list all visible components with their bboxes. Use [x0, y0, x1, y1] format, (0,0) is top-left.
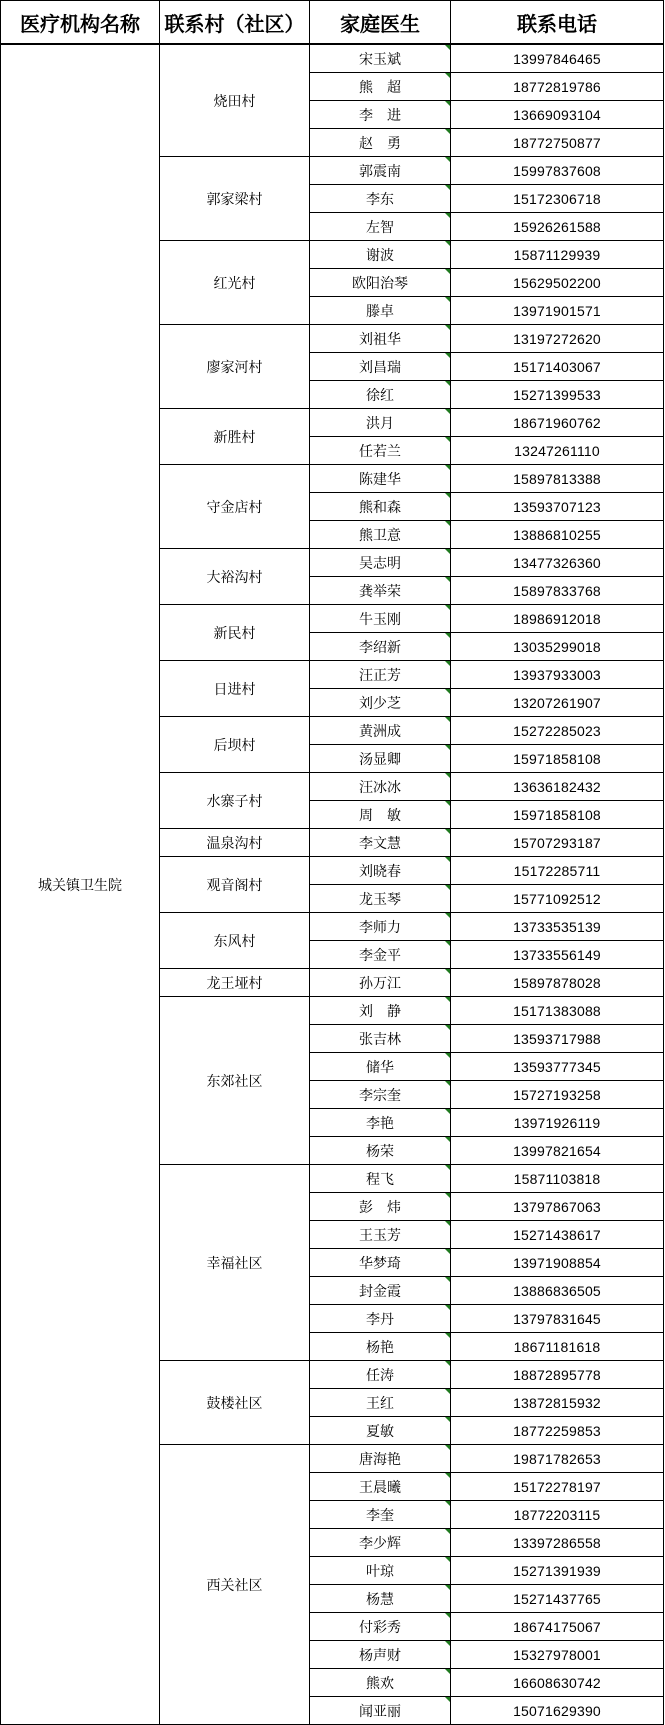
doctor-name-cell[interactable]: 孙万江 — [310, 969, 451, 997]
phone-cell[interactable]: 13971901571 — [451, 297, 664, 325]
phone-cell[interactable]: 15271399533 — [451, 381, 664, 409]
doctor-name-cell[interactable]: 李丹 — [310, 1305, 451, 1333]
phone-cell[interactable]: 18772750877 — [451, 129, 664, 157]
village-cell[interactable]: 龙王垭村 — [160, 969, 310, 997]
doctor-name-cell[interactable]: 赵 勇 — [310, 129, 451, 157]
doctor-name-cell[interactable]: 周 敏 — [310, 801, 451, 829]
header-doctor[interactable]: 家庭医生 — [310, 1, 451, 45]
village-cell[interactable]: 西关社区 — [160, 1445, 310, 1725]
doctor-name-cell[interactable]: 李绍新 — [310, 633, 451, 661]
village-cell[interactable]: 守金店村 — [160, 465, 310, 549]
doctor-name-cell[interactable]: 杨艳 — [310, 1333, 451, 1361]
doctor-name-cell[interactable]: 华梦琦 — [310, 1249, 451, 1277]
phone-cell[interactable]: 18674175067 — [451, 1613, 664, 1641]
phone-cell[interactable]: 13477326360 — [451, 549, 664, 577]
doctor-name-cell[interactable]: 王晨曦 — [310, 1473, 451, 1501]
doctor-name-cell[interactable]: 熊欢 — [310, 1669, 451, 1697]
phone-cell[interactable]: 15172285711 — [451, 857, 664, 885]
doctor-name-cell[interactable]: 宋玉斌 — [310, 44, 451, 73]
doctor-name-cell[interactable]: 王玉芳 — [310, 1221, 451, 1249]
village-cell[interactable]: 大裕沟村 — [160, 549, 310, 605]
doctor-name-cell[interactable]: 杨荣 — [310, 1137, 451, 1165]
doctor-name-cell[interactable]: 滕卓 — [310, 297, 451, 325]
doctor-name-cell[interactable]: 谢波 — [310, 241, 451, 269]
phone-cell[interactable]: 15171403067 — [451, 353, 664, 381]
doctor-name-cell[interactable]: 储华 — [310, 1053, 451, 1081]
village-cell[interactable]: 水寨子村 — [160, 773, 310, 829]
phone-cell[interactable]: 13397286558 — [451, 1529, 664, 1557]
phone-cell[interactable]: 15629502200 — [451, 269, 664, 297]
phone-cell[interactable]: 15272285023 — [451, 717, 664, 745]
doctor-name-cell[interactable]: 李奎 — [310, 1501, 451, 1529]
header-phone[interactable]: 联系电话 — [451, 1, 664, 45]
doctor-name-cell[interactable]: 黄洲成 — [310, 717, 451, 745]
phone-cell[interactable]: 18772203115 — [451, 1501, 664, 1529]
doctor-name-cell[interactable]: 杨声财 — [310, 1641, 451, 1669]
table-body — [1, 44, 664, 1725]
phone-cell[interactable]: 15071629390 — [451, 1697, 664, 1725]
village-cell[interactable]: 幸福社区 — [160, 1165, 310, 1361]
phone-cell[interactable]: 19871782653 — [451, 1445, 664, 1473]
phone-cell[interactable]: 15997837608 — [451, 157, 664, 185]
doctor-name-cell[interactable]: 任涛 — [310, 1361, 451, 1389]
phone-cell[interactable]: 13997846465 — [451, 44, 664, 73]
phone-cell[interactable]: 15926261588 — [451, 213, 664, 241]
doctor-name-cell[interactable]: 夏敏 — [310, 1417, 451, 1445]
phone-cell[interactable]: 15271438617 — [451, 1221, 664, 1249]
phone-cell[interactable]: 13872815932 — [451, 1389, 664, 1417]
doctor-name-cell[interactable]: 李宗奎 — [310, 1081, 451, 1109]
phone-cell[interactable]: 15971858108 — [451, 801, 664, 829]
doctor-name-cell[interactable]: 彭 炜 — [310, 1193, 451, 1221]
phone-cell[interactable]: 18772259853 — [451, 1417, 664, 1445]
phone-cell[interactable]: 15771092512 — [451, 885, 664, 913]
phone-cell[interactable]: 13971926119 — [451, 1109, 664, 1137]
phone-cell[interactable]: 13797831645 — [451, 1305, 664, 1333]
phone-cell[interactable]: 15327978001 — [451, 1641, 664, 1669]
doctor-name-cell[interactable]: 陈建华 — [310, 465, 451, 493]
doctor-name-cell[interactable]: 刘祖华 — [310, 325, 451, 353]
doctor-name-cell[interactable]: 唐海艳 — [310, 1445, 451, 1473]
doctor-name-cell[interactable]: 李少辉 — [310, 1529, 451, 1557]
phone-cell[interactable]: 15171383088 — [451, 997, 664, 1025]
phone-cell[interactable]: 13733535139 — [451, 913, 664, 941]
phone-cell[interactable]: 13937933003 — [451, 661, 664, 689]
doctor-name-cell[interactable]: 郭震南 — [310, 157, 451, 185]
phone-cell[interactable]: 18872895778 — [451, 1361, 664, 1389]
phone-cell[interactable]: 13669093104 — [451, 101, 664, 129]
doctor-name-cell[interactable]: 闻亚丽 — [310, 1697, 451, 1725]
doctor-name-cell[interactable]: 徐红 — [310, 381, 451, 409]
village-cell[interactable]: 东郊社区 — [160, 997, 310, 1165]
phone-cell[interactable]: 13886836505 — [451, 1277, 664, 1305]
doctor-name-cell[interactable]: 刘晓春 — [310, 857, 451, 885]
doctor-name-cell[interactable]: 李 进 — [310, 101, 451, 129]
village-cell[interactable]: 温泉沟村 — [160, 829, 310, 857]
phone-cell[interactable]: 13593777345 — [451, 1053, 664, 1081]
doctor-name-cell[interactable]: 李东 — [310, 185, 451, 213]
village-cell[interactable]: 观音阁村 — [160, 857, 310, 913]
doctor-name-cell[interactable]: 任若兰 — [310, 437, 451, 465]
phone-cell[interactable]: 13733556149 — [451, 941, 664, 969]
phone-cell[interactable]: 13207261907 — [451, 689, 664, 717]
doctor-name-cell[interactable]: 杨慧 — [310, 1585, 451, 1613]
phone-cell[interactable]: 18671960762 — [451, 409, 664, 437]
village-cell[interactable]: 红光村 — [160, 241, 310, 325]
doctor-name-cell[interactable]: 牛玉刚 — [310, 605, 451, 633]
doctor-name-cell[interactable]: 封金霞 — [310, 1277, 451, 1305]
phone-cell[interactable]: 15172278197 — [451, 1473, 664, 1501]
doctor-name-cell[interactable]: 左智 — [310, 213, 451, 241]
doctor-name-cell[interactable]: 汤显卿 — [310, 745, 451, 773]
phone-cell[interactable]: 18986912018 — [451, 605, 664, 633]
doctor-name-cell[interactable]: 汪冰冰 — [310, 773, 451, 801]
doctor-name-cell[interactable]: 熊 超 — [310, 73, 451, 101]
doctor-name-cell[interactable]: 欧阳治琴 — [310, 269, 451, 297]
doctor-name-cell[interactable]: 李艳 — [310, 1109, 451, 1137]
phone-cell[interactable]: 15897833768 — [451, 577, 664, 605]
phone-cell[interactable]: 15172306718 — [451, 185, 664, 213]
phone-cell[interactable]: 13997821654 — [451, 1137, 664, 1165]
doctor-name-cell[interactable]: 龙玉琴 — [310, 885, 451, 913]
phone-cell[interactable]: 13797867063 — [451, 1193, 664, 1221]
doctor-name-cell[interactable]: 叶琼 — [310, 1557, 451, 1585]
phone-cell[interactable]: 15271391939 — [451, 1557, 664, 1585]
doctor-name-cell[interactable]: 熊和森 — [310, 493, 451, 521]
phone-cell[interactable]: 13886810255 — [451, 521, 664, 549]
phone-cell[interactable]: 13593717988 — [451, 1025, 664, 1053]
phone-cell[interactable]: 15727193258 — [451, 1081, 664, 1109]
village-cell[interactable]: 烧田村 — [160, 44, 310, 157]
phone-cell[interactable]: 15871129939 — [451, 241, 664, 269]
phone-cell[interactable]: 15271437765 — [451, 1585, 664, 1613]
doctor-name-cell[interactable]: 刘少芝 — [310, 689, 451, 717]
doctor-name-cell[interactable]: 李师力 — [310, 913, 451, 941]
phone-cell[interactable]: 15707293187 — [451, 829, 664, 857]
doctor-name-cell[interactable]: 李文慧 — [310, 829, 451, 857]
phone-cell[interactable]: 13247261110 — [451, 437, 664, 465]
phone-cell[interactable]: 13197272620 — [451, 325, 664, 353]
doctor-name-cell[interactable]: 张吉林 — [310, 1025, 451, 1053]
village-cell[interactable]: 廖家河村 — [160, 325, 310, 409]
institution-cell[interactable]: 城关镇卫生院 — [1, 44, 160, 1725]
header-row — [1, 1, 664, 45]
phone-cell[interactable]: 13971908854 — [451, 1249, 664, 1277]
phone-cell[interactable]: 16608630742 — [451, 1669, 664, 1697]
doctor-name-cell[interactable]: 吴志明 — [310, 549, 451, 577]
phone-cell[interactable]: 15871103818 — [451, 1165, 664, 1193]
phone-cell[interactable]: 18772819786 — [451, 73, 664, 101]
village-cell[interactable]: 后坝村 — [160, 717, 310, 773]
doctor-name-cell[interactable]: 汪正芳 — [310, 661, 451, 689]
header-village[interactable]: 联系村（社区） — [160, 1, 310, 45]
table-row — [1, 44, 664, 73]
doctor-name-cell[interactable]: 刘昌瑞 — [310, 353, 451, 381]
phone-cell[interactable]: 13593707123 — [451, 493, 664, 521]
doctor-name-cell[interactable]: 付彩秀 — [310, 1613, 451, 1641]
village-cell[interactable]: 新胜村 — [160, 409, 310, 465]
phone-cell[interactable]: 15897813388 — [451, 465, 664, 493]
village-cell[interactable]: 东风村 — [160, 913, 310, 969]
doctor-name-cell[interactable]: 王红 — [310, 1389, 451, 1417]
phone-cell[interactable]: 15971858108 — [451, 745, 664, 773]
village-cell[interactable]: 新民村 — [160, 605, 310, 661]
village-cell[interactable]: 郭家梁村 — [160, 157, 310, 241]
doctor-name-cell[interactable]: 刘 静 — [310, 997, 451, 1025]
doctor-name-cell[interactable]: 龚举荣 — [310, 577, 451, 605]
doctor-name-cell[interactable]: 李金平 — [310, 941, 451, 969]
phone-cell[interactable]: 13636182432 — [451, 773, 664, 801]
phone-cell[interactable]: 18671181618 — [451, 1333, 664, 1361]
village-cell[interactable]: 鼓楼社区 — [160, 1361, 310, 1445]
doctor-name-cell[interactable]: 程飞 — [310, 1165, 451, 1193]
doctor-name-cell[interactable]: 熊卫意 — [310, 521, 451, 549]
phone-cell[interactable]: 13035299018 — [451, 633, 664, 661]
doctor-name-cell[interactable]: 洪月 — [310, 409, 451, 437]
header-institution[interactable]: 医疗机构名称 — [1, 1, 160, 45]
village-cell[interactable]: 日进村 — [160, 661, 310, 717]
phone-cell[interactable]: 15897878028 — [451, 969, 664, 997]
